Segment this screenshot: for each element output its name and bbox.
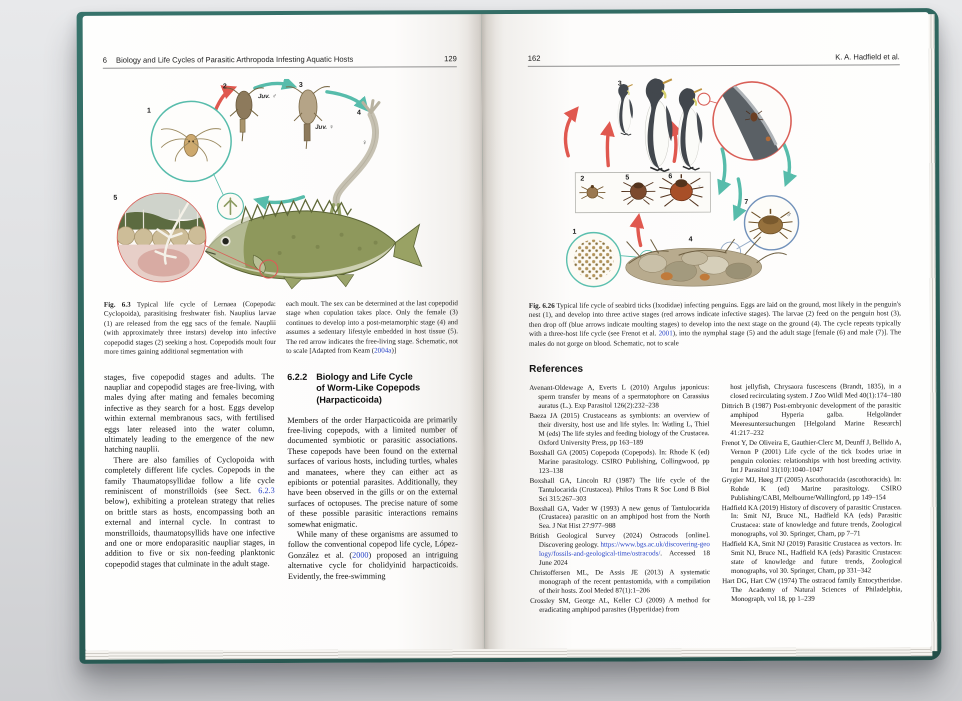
open-book: [77, 8, 942, 664]
figure-6-3-caption: Fig. 6.3 Typical life cycle of Lernaea (Copepoda: Cyclopoida), parasitising freshwater fish. Nauplius larvae (1) are released from the egg sacs of the female. Nauplii (with approximately three instars) develop into infective copepodid stages (2) seeking a host. Copepodids moult four more times gaining additional segmentation with each moult. The sex can be determined at the last copepodid stage when copulation takes place. Only the female (3) continues to develop into a post-metamorphic stage (4) and assumes a sedentary lifestyle embedded in host tissue (5). The red arrow indicates the free-living stage. Schematic, not to scale [Adapted from Keam (2004a)]: [103, 299, 459, 356]
chapter-number: 6: [102, 55, 108, 65]
section-title: Biology and Life Cycle of Worm-Like Copepods (Harpacticoida): [316, 370, 421, 405]
reference-entry: Baeza JA (2015) Crustaceans as symbionts: an overview of their diversity, host use and life styles. In: Watling L, Thiel M (eds) The life styles and feeding biology of the Crustacea. Oxford University Press, pp 163–189: [529, 411, 710, 447]
reference-url-link[interactable]: https://www.bgs.ac.uk/discovering-geology/fossils-and-geological-time/ostracods/: [538, 540, 710, 559]
egg-cluster-circle: [567, 233, 621, 287]
paragraph: Members of the order Harpacticoida are primarily free-living copepods, with a limited number of documented symbiotic or parasitic associations. These copepods have been found on the external surfaces of various hosts, including turtles, whales and manatees, where they can either act as epibionts or potential parasites. Additionally, they have been observed in the gills or on the external surfaces of octopuses. The precise nature of some of these possible parasitic interactions remains somewhat enigmatic.: [287, 414, 458, 529]
fig2-label-5: 5: [625, 174, 630, 182]
citation-link-frenot-2001[interactable]: 2001: [658, 329, 673, 338]
fig2-label-2: 2: [580, 175, 585, 183]
references-column-1: [529, 383, 710, 616]
fig2-label-3: 3: [617, 80, 622, 88]
reference-entry: Hadfield KA, Smit NJ (2019) Parasitic Crustacea as vectors. In: Smit NJ, Bruce NL, Hadfield KA (eds) Parasitic Crustacea: state of knowledge and future trends, Zoological monographs, vol 30. Springer, Cham, pp 331–342: [721, 539, 903, 576]
reference-entry: Grygier MJ, Høeg JT (2005) Ascothoracida (ascothoracids). In: Rohde K (ed) Marine parasitology. CSIRO Publishing/CABI, Melbourne/Wallingford, pp 149–154: [721, 474, 902, 502]
left-running-head: [103, 54, 457, 69]
free-living-red-arrow: [215, 88, 233, 111]
infective-arrow-left: [565, 110, 576, 156]
fig1-label-juv-male: Juv. ♂: [257, 93, 277, 101]
left-page-column-1: [104, 372, 275, 583]
moult-arrow-3-4: [327, 92, 366, 109]
figure-6-3: [103, 78, 458, 297]
reference-entry: Boxshall GA, Vader W (1993) A new genus of Tantulocarida (Crustacea) parasitic on an amphipod host from the North Sea. J Nat Hist 27:977–988: [529, 503, 710, 531]
citation-link-keam-2004a[interactable]: 2004a: [374, 346, 392, 355]
left-page: [83, 14, 485, 651]
adult-female-worm: [329, 101, 380, 222]
right-running-head: [528, 52, 900, 67]
male-tick-nest-connector: [737, 241, 751, 249]
references-column-2: [721, 382, 902, 615]
tick-stages-box: [575, 172, 710, 213]
reference-entry: Frenot Y, De Oliveira E, Gauthier-Clerc M, Deunff J, Bellido A, Vernon P (2001) Life cycle of the tick Ixodes uriae in penguin colonies: relationships with host breeding activity. Int J Parasitol 31(10):1040–1047: [721, 438, 902, 474]
fig2-label-1: 1: [572, 228, 577, 236]
reference-entry: Crossley SM, George AL, Keller CJ (2009) A method for eradicating amphipod parasites (Hyperiidae) from: [530, 596, 711, 614]
paragraph: stages, five copepodid stages and adults. The naupliar and copepodid stages are free-living, with males dying after mating and females becoming infective as they search for a host. Eggs develop within external membranous sacs, with fertilised eggs later released into the water column, ultimately leading to the emergence of the new hatching nauplii.: [104, 371, 275, 455]
fig1-label-2: 2: [222, 83, 227, 91]
fig2-label-4: 4: [688, 236, 693, 244]
reference-entry: Avenant-Oldewage A, Everts L (2010) Argulus japonicus: sperm transfer by means of a spermatophore on Carassius auratus (L.). Exp Parasitol 126(2):232–238: [529, 383, 710, 410]
to-host-arrow: [257, 197, 303, 203]
fig1-label-1: 1: [146, 107, 151, 115]
fig1-label-3: 3: [298, 81, 303, 89]
references-heading: References: [529, 363, 584, 376]
moult-arrow-2: [735, 179, 740, 217]
fig2-label-male-symbol: ♂: [786, 211, 792, 219]
infective-arrow-right: [673, 125, 676, 161]
section-number: 6.2.2: [287, 371, 308, 382]
right-page-number: 162: [527, 53, 541, 63]
tick-penguin-lifecycle-illustration: [528, 76, 901, 293]
fig2-caption-tag: Fig. 6.26: [528, 301, 555, 310]
fig1-label-female-symbol: ♀: [362, 139, 368, 147]
reference-entry: Christoffersen ML, De Assis JE (2013) A systematic monograph of the recent pentastomida, with a compilation of their hosts. Zool Meded 87(1):1–206: [530, 568, 711, 595]
figure-6-26: [528, 76, 901, 298]
flipper-bite-site-marker: [698, 93, 710, 105]
moult-arrow-1: [720, 149, 725, 191]
reference-entry: Hart DG, Hart CW (1974) The ostracod family Entocytheridae. The Academy of Natural Sciences of Philadelphia, Monograph, vol 18, pp 1–239: [722, 576, 903, 604]
penguin-host-group: [618, 78, 703, 171]
infective-arrow-nest-to-stages: [638, 217, 641, 245]
paragraph: There are also families of Cyclopoida with completely different life cycles. Copepods in the family Thaumatopsyllidae follow a life cycle reminiscent of monstrilloids (see Sect. 6.2.3 below), exhibiting a protelean strategy that relies on brittle stars as hosts, encompassing both an external and internal cycle. In contrast to monstrilloids, thaumatopsyllids have one infective and one or more endoparasitic naupliar stages, in addition to five or six non-feeding planktonic copepodid stages that culminate in the adult stage.: [104, 454, 275, 569]
section-heading-6-2-2: [287, 371, 457, 407]
paragraph: While many of these organisms are assumed to follow the conventional copepod life cycle, López-González et al. (2000) proposed an intriguing alternative cycle for cholidyinid harpacticoids. Evidently, the free-swimming: [287, 529, 459, 581]
right-page: [482, 12, 932, 649]
left-page-column-2: [287, 371, 458, 582]
nauplius-stage-circle: [151, 101, 231, 181]
fig2-label-6: 6: [668, 173, 673, 181]
reference-entry: Boxshall GA, Lincoln RJ (1987) The life cycle of the Tantulocarida (Crustacea). Philos Trans R Soc Lond B Biol Sci 315:267–303: [529, 475, 710, 503]
copepodid-juvenile-female: [286, 87, 330, 149]
lernaea-lifecycle-illustration: [103, 78, 456, 292]
reference-entry: Hadfield KA (2019) History of discovery of parasitic Crustacea. In: Smit NJ, Bruce NL, Hadfield KA (eds) Parasitic Crustacea: state of knowledge and future trends, Zoological monographs, vol 30. Springer, Cham, pp 7–71: [721, 502, 902, 539]
citation-link-2000[interactable]: 2000: [352, 550, 369, 560]
figure-6-26-caption: Fig. 6.26 Typical life cycle of seabird ticks (Ixodidae) infecting penguins. Eggs are laid on the ground, most likely in the penguin's nest (1), and develop into three active stages (red arrows indicate infective stages). The larvae (2) feed on the penguin host (3), then drop off (blue arrows indicate moulting stages) to develop into the next stage on the ground (4). The cycle repeats typically with a three-host life cycle (see Frenot et al. 2001), into the nymphal stage (5) and the adult stage [female (6) and male (7)]. The males do not gorge on blood. Schematic, not to scale: [528, 300, 902, 348]
fig1-label-juv-female: Juv. ♀: [315, 123, 334, 131]
infective-arrow-mid: [607, 126, 609, 166]
reference-entry: Dittrich B (1987) Post-embryonic development of the parasitic amphipod Hyperia galba. Helgoländer Meeresuntersuchungen [Helgoland Marine Research] 41:217–232: [721, 401, 902, 437]
running-authors: K. A. Hadfield et al.: [835, 52, 900, 62]
reference-entry-with-url: British Geological Survey (2024) Ostracods [online]. Discovering geology. https://www.bgs.ac.uk/discovering-geology/fossils-and-geological-time/ostracods/. Accessed 18 June 2024: [529, 531, 710, 568]
reference-entry-continuation: host jellyfish, Chrysaora fuscescens (Brandt, 1835), in a closed recirculating system. J Zoo Wildl Med 40(1):174–180: [730, 382, 902, 401]
attached-parasite-small-circle: [217, 193, 243, 219]
egg-to-nauplius-connector: [213, 173, 223, 195]
citation-link-sect-6-2-3[interactable]: 6.2.3: [258, 486, 275, 496]
male-tick-circle: [744, 196, 798, 250]
fig2-label-7: 7: [744, 198, 749, 206]
fig1-label-5: 5: [113, 194, 118, 202]
fig2-label-female-symbol: ♀: [697, 184, 702, 191]
fig1-caption-tag: Fig. 6.3: [103, 300, 131, 309]
chapter-title: Biology and Life Cycles of Parasitic Arthropoda Infesting Aquatic Hosts: [116, 54, 354, 65]
embedded-parasite-cross-section: [116, 193, 207, 284]
moult-arrow-right: [782, 141, 789, 183]
reference-entry: Boxshall GA (2005) Copepoda (Copepods). In: Rhode K (ed) Marine parasitology. CSIRO Publishing, Collingwood, pp 123–138: [529, 447, 710, 475]
fig1-label-4: 4: [357, 109, 361, 117]
left-page-number: 129: [444, 54, 457, 64]
